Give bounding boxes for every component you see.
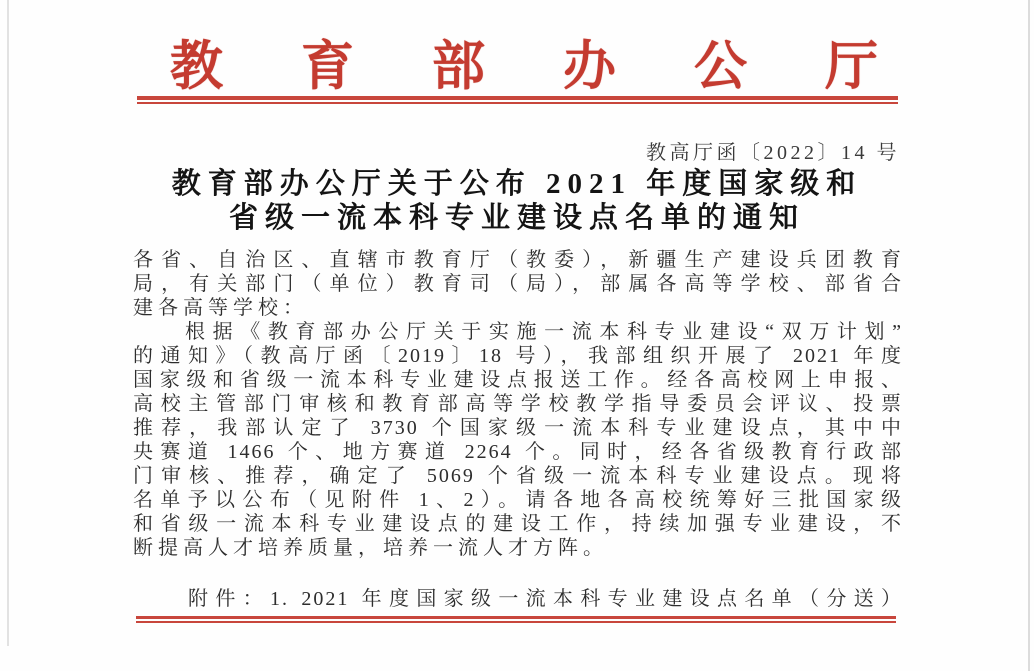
footer-double-rule [136,616,896,623]
body-line: 根据《教育部办公厅关于实施一流本科专业建设“双万计划” [185,321,903,343]
body-line: 断提高人才培养质量，培养一流人才方阵。 [133,537,608,559]
body-line: 名单予以公布（见附件 1、2）。请各地各高校统筹好三批国家级 [133,489,903,511]
letterhead-char: 部 [432,38,485,96]
body-line: 的通知》（教高厅函〔2019〕18 号），我部组织开展了 2021 年度 [133,345,903,367]
letterhead-char: 育 [301,38,354,96]
body-line: 门审核、推荐，确定了 5069 个省级一流本科专业建设点。现将 [133,465,903,487]
body-line: 各省、自治区、直辖市教育厅（教委），新疆生产建设兵团教育 [133,249,903,271]
letterhead-double-rule [137,96,898,104]
letterhead-title [170,38,878,96]
letterhead-char: 办 [563,38,616,96]
letterhead-char: 公 [694,38,747,96]
body-line: 央赛道 1466 个、地方赛道 2264 个。同时，经各省级教育行政部 [133,441,903,463]
body-line: 和省级一流本科专业建设点的建设工作，持续加强专业建设，不 [133,513,903,535]
body-line: 推荐，我部认定了 3730 个国家级一流本科专业建设点，其中中 [133,417,903,439]
document-title [117,167,917,235]
body-line: 建各高等学校： [133,297,308,319]
body-line: 国家级和省级一流本科专业建设点报送工作。经各高校网上申报、 [133,369,903,391]
rule-line [136,621,896,624]
page-edge-left [7,0,9,646]
document-title-line1: 教育部办公厅关于公布 2021 年度国家级和 [171,168,863,200]
letterhead-char: 厅 [825,38,878,96]
attachment-line: 附件：1. 2021 年度国家级一流本科专业建设点名单（分送） [188,588,903,610]
letterhead-char: 教 [170,38,223,96]
body-line: 高校主管部门审核和教育部高等学校教学指导委员会评议、投票 [133,393,903,415]
document-number: 教高厅函〔2022〕14 号 [646,142,900,164]
body-line: 局，有关部门（单位）教育司（局），部属各高等学校、部省合 [133,273,903,295]
page-edge-right [1028,0,1030,671]
document-title-line2: 省级一流本科专业建设点名单的通知 [228,202,805,234]
document-body [133,248,903,560]
rule-thin-line [137,102,898,104]
